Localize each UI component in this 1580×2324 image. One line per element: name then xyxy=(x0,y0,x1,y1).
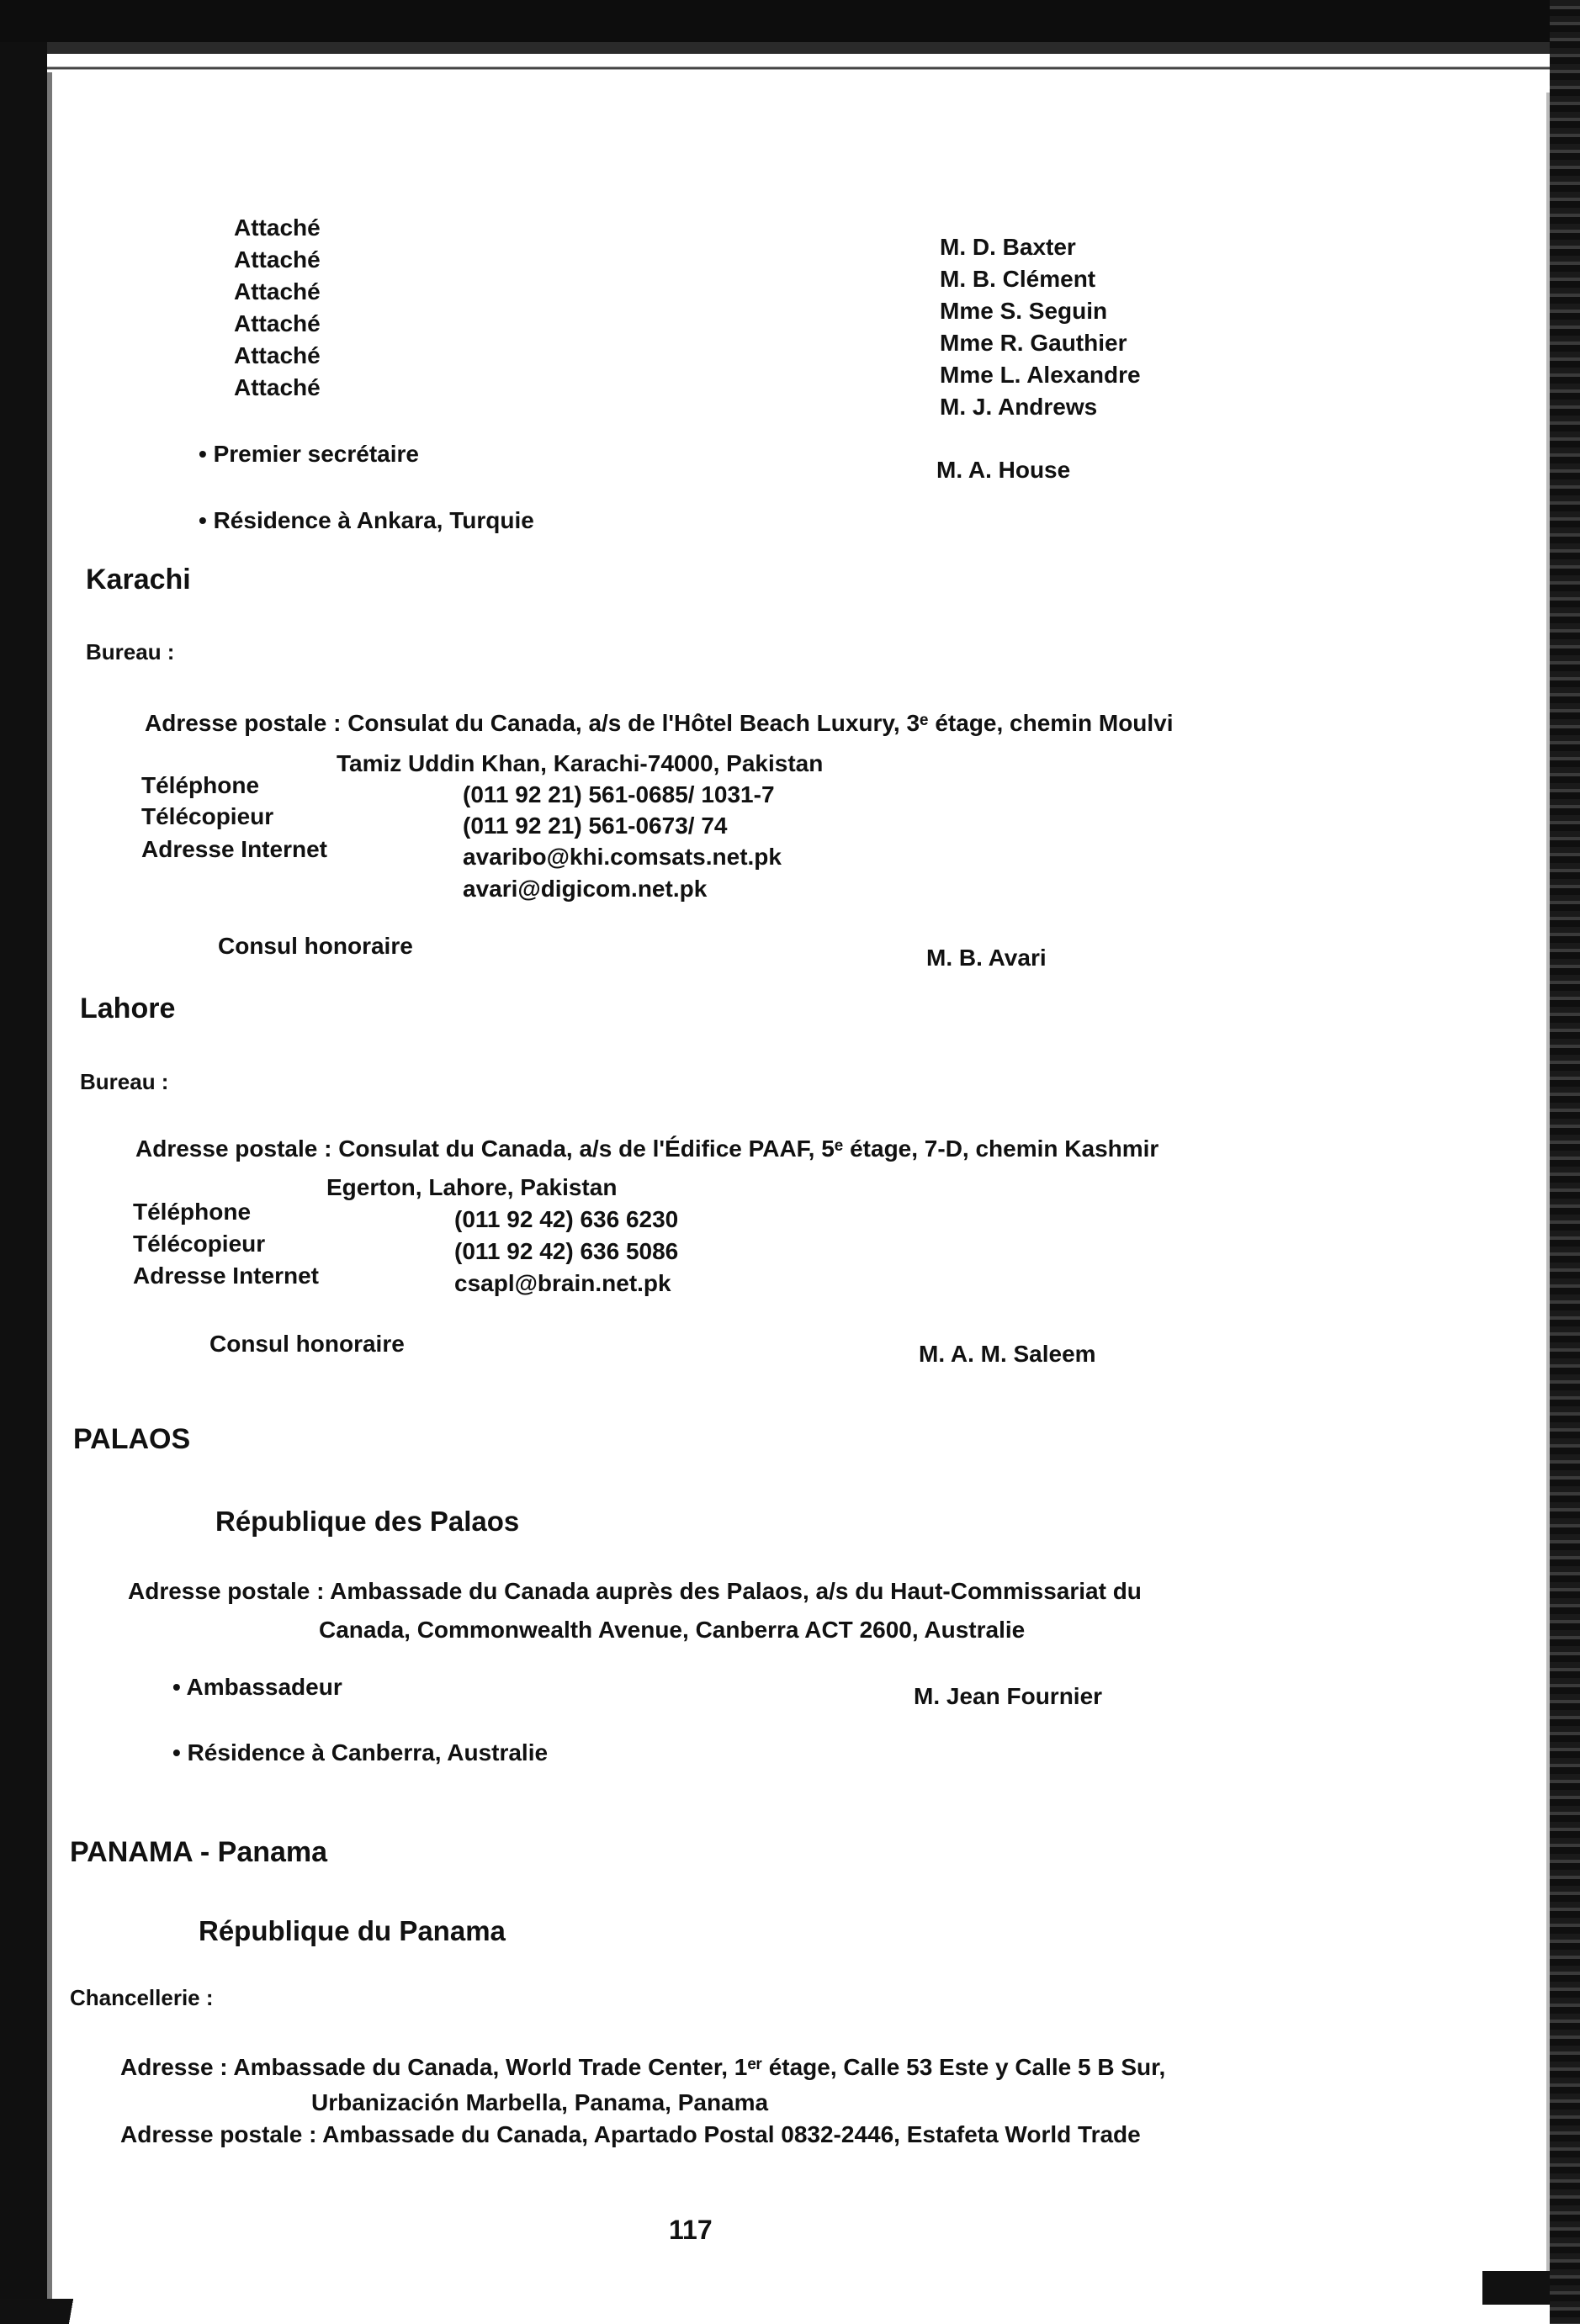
staff-name: M. J. Andrews xyxy=(940,394,1098,420)
karachi-email1: avaribo@khi.comsats.net.pk xyxy=(463,844,782,870)
karachi-consul-title: Consul honoraire xyxy=(218,933,413,959)
panama-chancellerie-label: Chancellerie : xyxy=(70,1985,214,2010)
premier-secretaire-title: • Premier secrétaire xyxy=(199,441,419,467)
lahore-bureau-label: Bureau : xyxy=(80,1069,169,1094)
lahore-consul-name: M. A. M. Saleem xyxy=(919,1341,1096,1367)
karachi-address-line2: Tamiz Uddin Khan, Karachi-74000, Pakistan xyxy=(337,750,824,776)
karachi-phone: (011 92 21) 561-0685/ 1031-7 xyxy=(463,781,775,807)
lahore-email: csapl@brain.net.pk xyxy=(454,1270,671,1296)
lahore-address-line1: Adresse postale : Consulat du Canada, a/s de l'Édifice PAAF, 5ᵉ étage, 7-D, chemin Kashmir xyxy=(135,1136,1159,1162)
scan-bottom-left-mark xyxy=(0,2299,118,2324)
staff-name: Mme L. Alexandre xyxy=(940,362,1141,388)
staff-name: Mme S. Seguin xyxy=(940,298,1108,324)
scan-right-border xyxy=(1550,0,1580,2324)
scan-top-border xyxy=(0,0,1580,42)
lahore-consul-title: Consul honoraire xyxy=(209,1331,405,1357)
karachi-fax: (011 92 21) 561-0673/ 74 xyxy=(463,813,728,839)
staff-name: M. D. Baxter xyxy=(940,234,1076,260)
palaos-address-line2: Canada, Commonwealth Avenue, Canberra ACT 2600, Australie xyxy=(319,1617,1026,1643)
panama-republic-heading: République du Panama xyxy=(199,1915,506,1946)
scan-bottom-right-mark xyxy=(1482,2271,1550,2305)
staff-title: Attaché xyxy=(234,310,321,336)
lahore-phone-label: Téléphone xyxy=(133,1199,252,1225)
staff-title: Attaché xyxy=(234,374,321,400)
staff-title: Attaché xyxy=(234,214,321,241)
scan-left-shadow xyxy=(47,54,52,2324)
staff-title: Attaché xyxy=(234,246,321,273)
karachi-consul-name: M. B. Avari xyxy=(926,945,1047,971)
palaos-republic-heading: République des Palaos xyxy=(215,1506,520,1537)
staff-title: Attaché xyxy=(234,278,321,304)
palaos-address-line1: Adresse postale : Ambassade du Canada auprès des Palaos, a/s du Haut-Commissariat du xyxy=(128,1578,1142,1604)
staff-title: Attaché xyxy=(234,342,321,368)
attache-names xyxy=(940,231,1141,423)
residence-note: • Résidence à Ankara, Turquie xyxy=(199,507,534,533)
lahore-heading: Lahore xyxy=(80,993,176,1024)
scan-left-border xyxy=(0,42,47,2324)
panama-address-line2: Urbanización Marbella, Panama, Panama xyxy=(311,2089,769,2115)
lahore-phone: (011 92 42) 636 6230 xyxy=(454,1206,679,1232)
panama-address-line1: Adresse : Ambassade du Canada, World Trade Center, 1ᵉʳ étage, Calle 53 Este y Calle 5 B Sur, xyxy=(120,2054,1166,2080)
page-number: 117 xyxy=(669,2215,713,2245)
palaos-residence-note: • Résidence à Canberra, Australie xyxy=(172,1739,549,1765)
karachi-heading: Karachi xyxy=(86,564,191,596)
panama-country-heading: PANAMA - Panama xyxy=(70,1836,328,1868)
palaos-ambassadeur-name: M. Jean Fournier xyxy=(914,1683,1103,1709)
scan-top-shadow xyxy=(0,42,1580,54)
scan-right-shadow xyxy=(1546,93,1550,2279)
lahore-address-line2: Egerton, Lahore, Pakistan xyxy=(326,1174,618,1200)
karachi-email2: avari@digicom.net.pk xyxy=(463,876,708,902)
lahore-fax-label: Télécopieur xyxy=(133,1231,266,1257)
palaos-country-heading: PALAOS xyxy=(73,1423,191,1455)
karachi-bureau-label: Bureau : xyxy=(86,639,175,664)
karachi-address-line1: Adresse postale : Consulat du Canada, a/s de l'Hôtel Beach Luxury, 3ᵉ étage, chemin Moulvi xyxy=(145,710,1174,736)
staff-name: Mme R. Gauthier xyxy=(940,330,1127,356)
lahore-email-label: Adresse Internet xyxy=(133,1263,319,1289)
panama-postal-line: Adresse postale : Ambassade du Canada, Apartado Postal 0832-2446, Estafeta World Trade xyxy=(120,2121,1141,2147)
karachi-phone-label: Téléphone xyxy=(141,772,260,798)
premier-secretaire-name: M. A. House xyxy=(936,457,1071,483)
page-top-rule xyxy=(47,54,1550,72)
staff-name: M. B. Clément xyxy=(940,266,1096,292)
attache-titles xyxy=(234,212,321,404)
karachi-fax-label: Télécopieur xyxy=(141,803,274,829)
karachi-email-label: Adresse Internet xyxy=(141,836,327,862)
palaos-ambassadeur-title: • Ambassadeur xyxy=(172,1674,342,1700)
lahore-fax: (011 92 42) 636 5086 xyxy=(454,1238,679,1264)
